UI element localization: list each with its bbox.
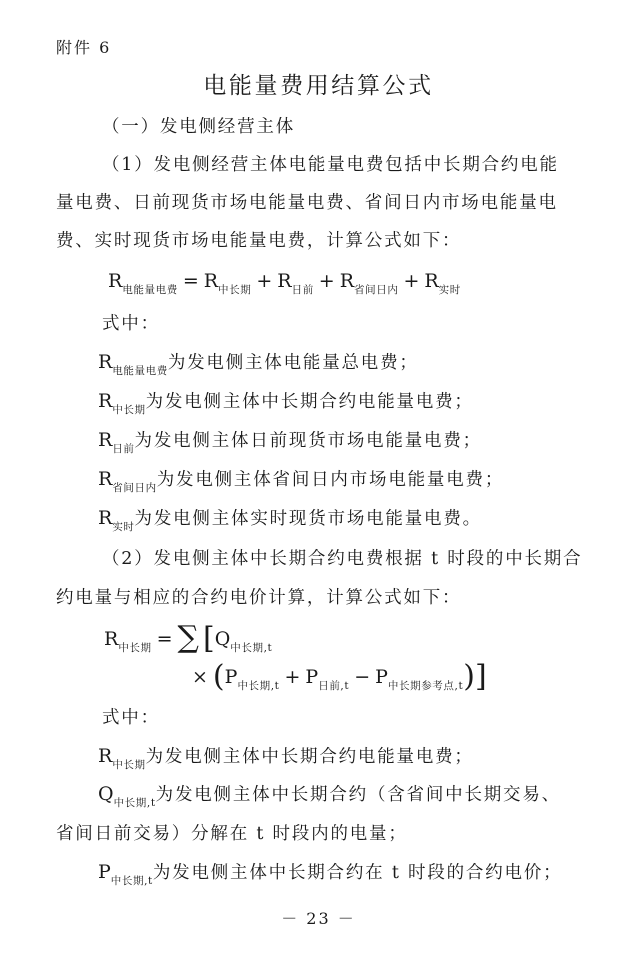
definition-line: [98, 860, 562, 887]
formula-symbol: P: [305, 666, 319, 688]
formula-symbol: Q: [98, 783, 114, 805]
minus-sign: −: [354, 666, 371, 688]
definition-text: 为发电侧主体中长期合约电能量电费；: [145, 747, 474, 767]
formula-subscript: 中长期,t: [237, 680, 280, 692]
definition-text: 为发电侧主体实时现货市场电能量电费。: [134, 509, 482, 529]
definition-line: [98, 782, 561, 809]
formula-subscript: 中长期: [118, 642, 152, 654]
formula-subscript: 日前: [291, 284, 314, 296]
right-bracket: ]: [474, 659, 487, 694]
definition-text: 为发电侧主体中长期合约在 t 时段的合约电价；: [152, 863, 563, 883]
definition-text: 为发电侧主体电能量总电费；: [167, 353, 419, 373]
where-label: 式中：: [102, 708, 160, 728]
formula-symbol: R: [277, 270, 292, 292]
equals-sign: =: [182, 270, 199, 292]
formula-mid-long-term-fee: [104, 620, 273, 656]
formula-subscript: 中长期,t: [110, 875, 153, 887]
formula-subscript: 日前,t: [318, 680, 350, 692]
formula-symbol: Q: [214, 628, 231, 650]
formula-subscript: 中长期: [112, 759, 146, 771]
formula-subscript: 省间日内: [112, 482, 157, 494]
where-label: 式中：: [102, 314, 160, 334]
plus-sign: +: [318, 270, 335, 292]
paragraph-line: （2）发电侧主体中长期合约电费根据 t 时段的中长期合: [102, 549, 583, 569]
formula-symbol: P: [98, 861, 111, 883]
formula-symbol: R: [98, 507, 113, 529]
formula-total-energy-fee: [108, 269, 461, 296]
formula-symbol: R: [98, 468, 113, 490]
definition-line: [98, 389, 474, 416]
formula-symbol: R: [98, 429, 113, 451]
left-bracket: [: [202, 621, 215, 656]
formula-subscript: 中长期参考点,t: [387, 680, 464, 692]
formula-subscript: 中长期,t: [113, 797, 156, 809]
formula-subscript: 日前: [112, 443, 135, 455]
formula-subscript: 省间日内: [354, 284, 399, 296]
definition-line: [98, 467, 504, 494]
formula-symbol: R: [203, 270, 219, 292]
page-number: － 23 －: [281, 909, 356, 928]
times-sign: ×: [192, 666, 208, 688]
formula-subscript: 中长期: [218, 284, 252, 296]
formula-subscript: 电能量电费: [122, 284, 178, 296]
paragraph-line: 约电量与相应的合约电价计算，计算公式如下：: [56, 588, 462, 608]
paragraph-line: 费、实时现货市场电能量电费，计算公式如下：: [56, 231, 462, 251]
formula-symbol: P: [375, 666, 388, 688]
attachment-label: 附件 6: [56, 38, 112, 57]
formula-subscript: 实时: [438, 284, 461, 296]
formula-symbol: R: [108, 270, 123, 292]
formula-symbol: R: [98, 390, 113, 412]
section-heading: （一）发电侧经营主体: [102, 117, 295, 137]
plus-sign: +: [284, 666, 301, 688]
definition-text: 为发电侧主体日前现货市场电能量电费；: [134, 431, 482, 451]
paragraph-line: （1）发电侧经营主体电能量电费包括中长期合约电能: [102, 155, 559, 175]
formula-subscript: 实时: [112, 521, 135, 533]
formula-symbol: P: [224, 666, 238, 688]
formula-symbol: R: [98, 351, 113, 373]
definition-text: 为发电侧主体中长期合约（含省间中长期交易、: [155, 785, 561, 805]
formula-symbol: R: [104, 628, 119, 650]
paragraph-line: 量电费、日前现货市场电能量电费、省间日内市场电能量电: [56, 193, 558, 213]
plus-sign: +: [256, 270, 273, 292]
equals-sign: =: [156, 628, 173, 650]
right-paren: ): [463, 659, 475, 694]
definition-text: 为发电侧主体省间日内市场电能量电费；: [156, 470, 505, 490]
formula-price-difference: [192, 659, 487, 694]
summation-symbol: ∑: [177, 620, 199, 655]
left-paren: (: [212, 659, 225, 694]
document-title: 电能量费用结算公式: [203, 73, 434, 99]
formula-symbol: R: [424, 270, 439, 292]
definition-line: [98, 506, 482, 533]
plus-sign: +: [403, 270, 420, 292]
formula-symbol: R: [339, 270, 355, 292]
definition-text: 为发电侧主体中长期合约电能量电费；: [145, 392, 474, 412]
formula-symbol: R: [98, 745, 113, 767]
definition-line: [98, 428, 482, 455]
formula-subscript: 中长期: [112, 404, 146, 416]
formula-subscript: 电能量电费: [112, 365, 168, 377]
definition-line: [98, 744, 474, 771]
definition-line: [98, 350, 419, 377]
definition-continuation: 省间日前交易）分解在 t 时段内的电量；: [56, 824, 408, 844]
formula-subscript: 中长期,t: [230, 642, 273, 654]
